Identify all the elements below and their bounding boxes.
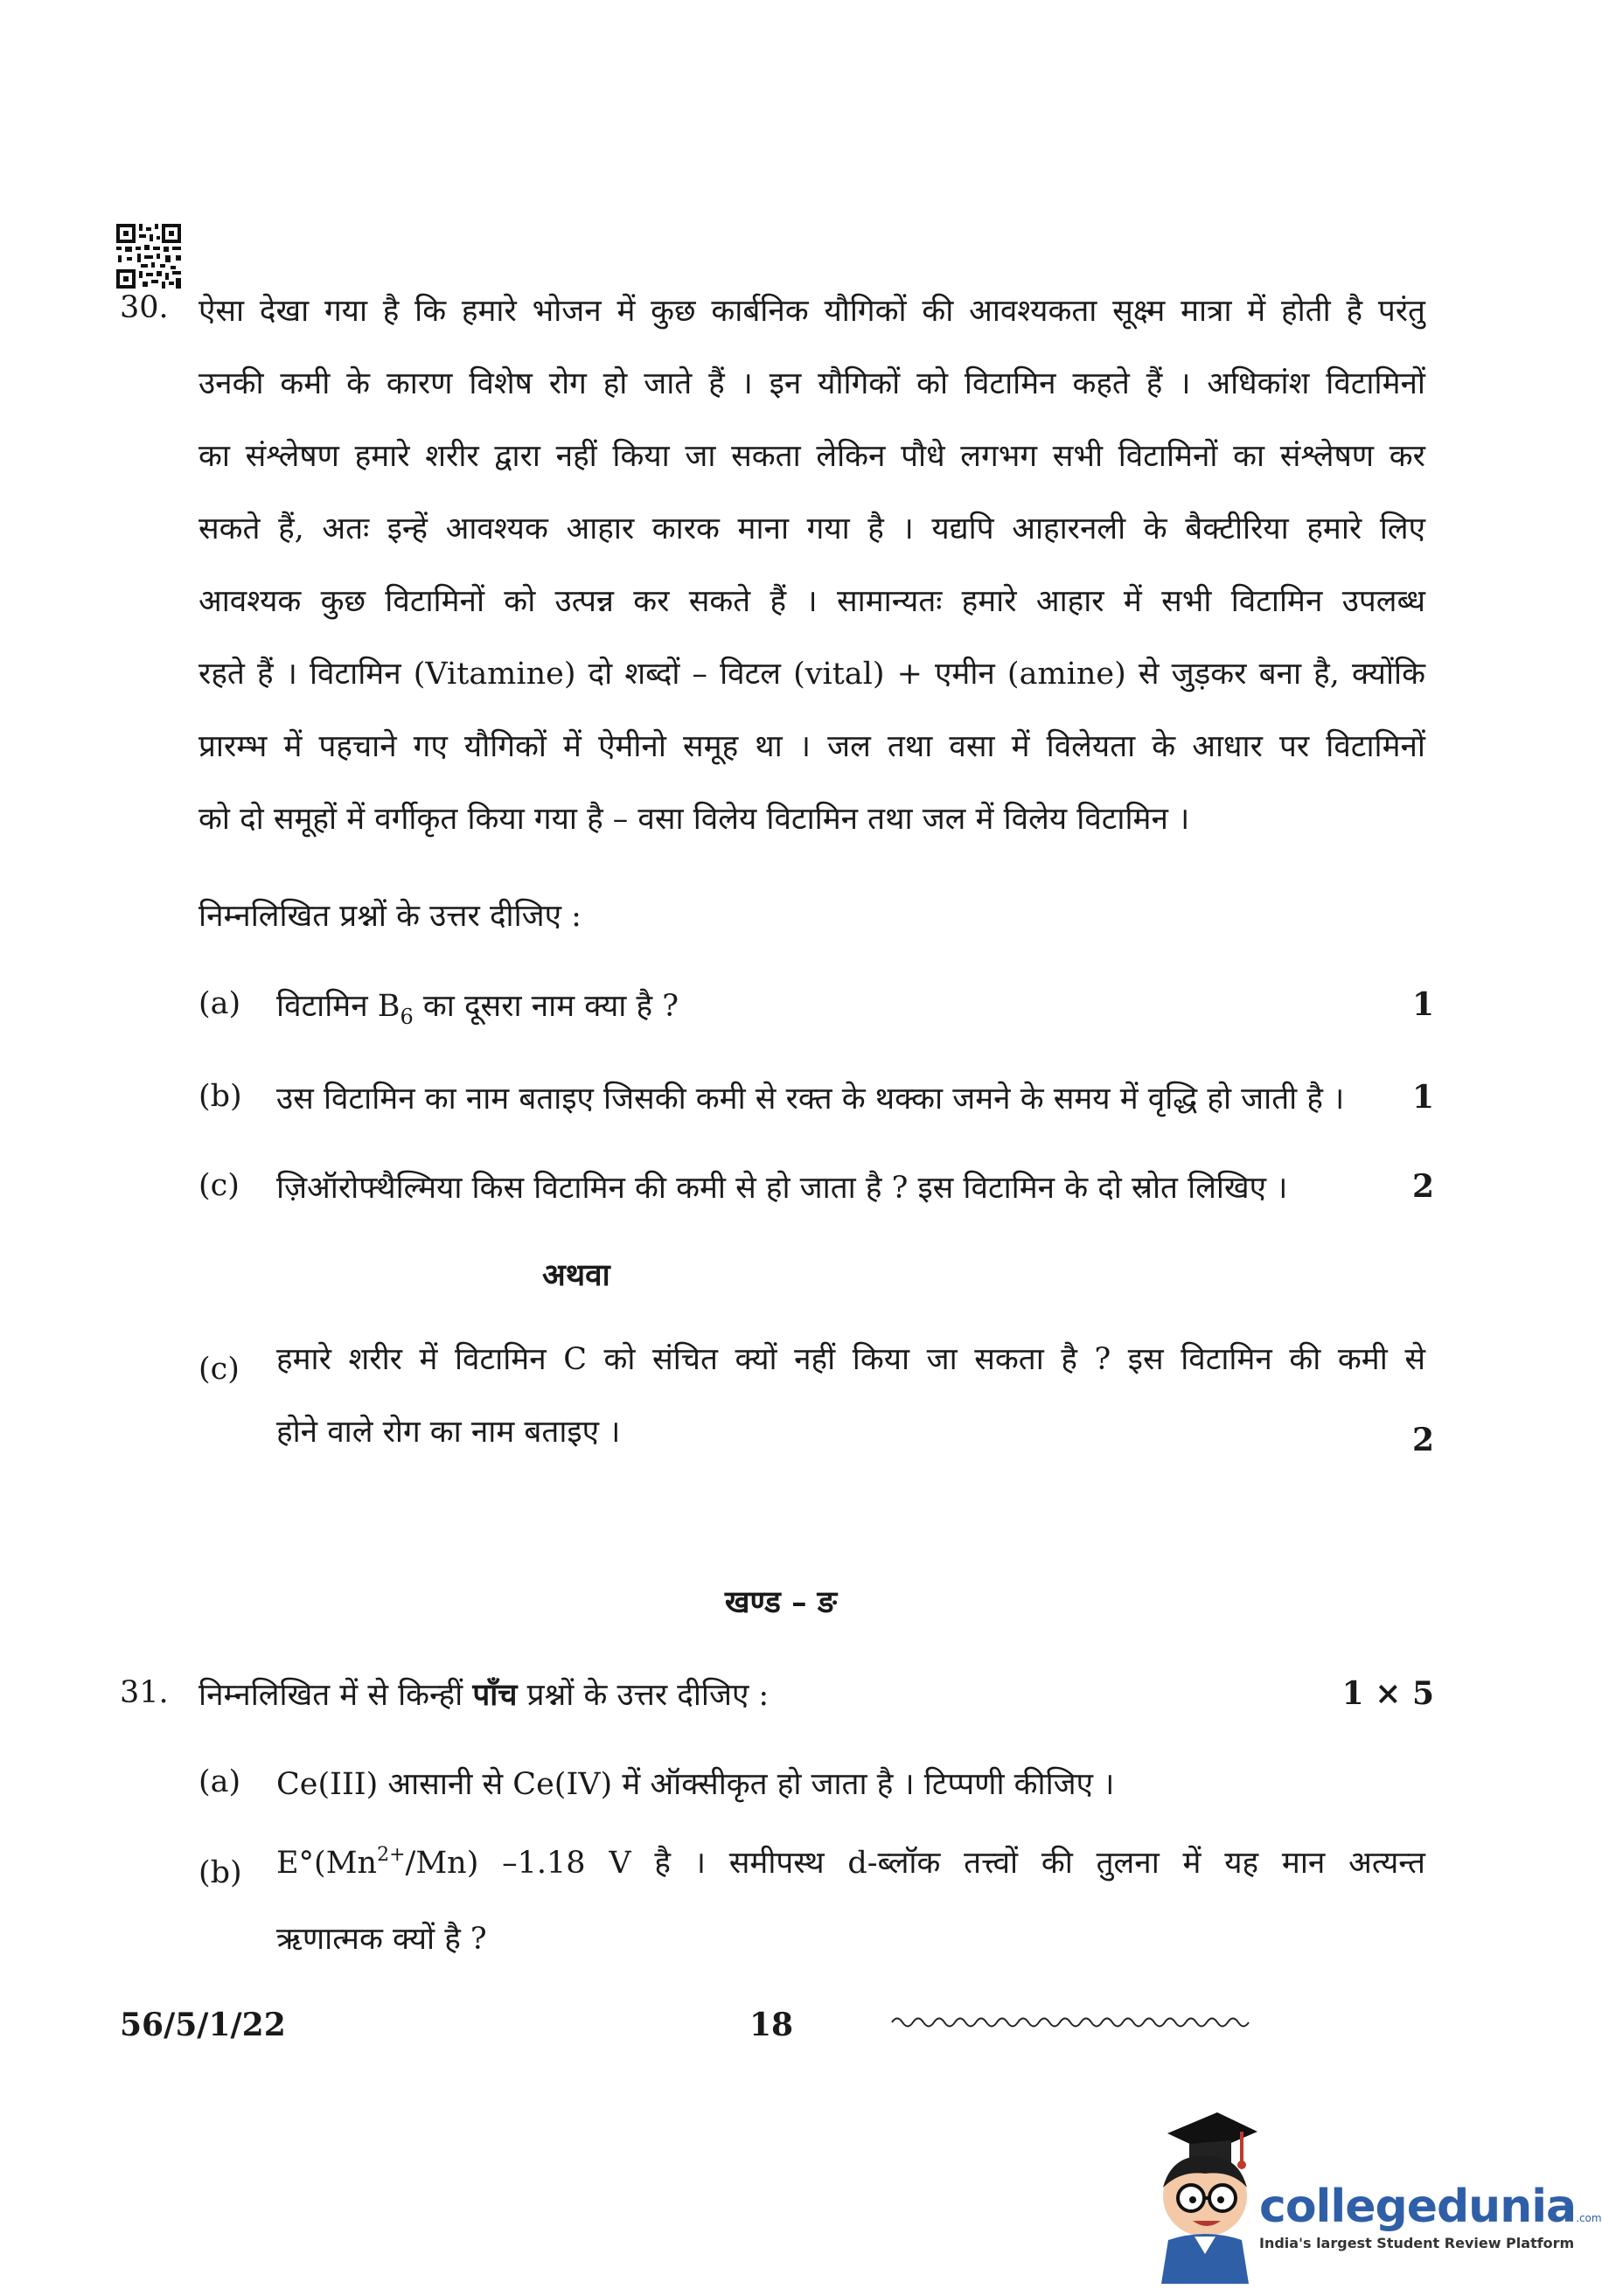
- question-instruction: निम्नलिखित प्रश्नों के उत्तर दीजिए :: [199, 899, 582, 934]
- brand-logo: [1259, 2181, 1602, 2277]
- subquestion-label: (b): [199, 1079, 242, 1114]
- subquestion-text: विटामिन $B_6$ का दूसरा नाम क्या है ?: [276, 989, 679, 1029]
- marks: 1 × 5: [1341, 1675, 1434, 1712]
- squiggle-divider-icon: [892, 2009, 1250, 2035]
- page-number: 18: [749, 2007, 794, 2043]
- marks: 2: [1411, 1168, 1434, 1205]
- passage-line: आवश्यक कुछ विटामिनों को उत्पन्न कर सकते हैं । सामान्यतः हमारे आहार में सभी विटामिन उपलब्ध: [199, 584, 1425, 619]
- subquestion-text: उस विटामिन का नाम बताइए जिसकी कमी से रक्त के थक्का जमने के समय में वृद्धि हो जाती है ।: [276, 1082, 1345, 1117]
- student-mascot-icon: [1137, 2100, 1259, 2284]
- subquestion-text: ज़िऑरोफ्थैल्मिया किस विटामिन की कमी से हो जाता है ? इस विटामिन के दो स्रोत लिखिए ।: [276, 1171, 1288, 1206]
- brand-suffix: .com: [1576, 2212, 1602, 2224]
- subquestion-label: (c): [199, 1352, 240, 1387]
- subquestion-text: $E^\circ(Mn^{2+}/Mn)$ –1.18 V है । समीपस्थ d-ब्लॉक तत्त्वों की तुलना में यह मान अत्यन्त ऋणात्मक क्यों है ?: [276, 1844, 1425, 1957]
- marks: 1: [1411, 986, 1434, 1023]
- passage-line: का संश्लेषण हमारे शरीर द्वारा नहीं किया जा सकता लेकिन पौधे लगभग सभी विटामिनों का संश्लेषण कर: [199, 439, 1425, 474]
- subquestion-text: Ce(III) आसानी से Ce(IV) में ऑक्सीकृत हो जाता है । टिप्पणी कीजिए ।: [276, 1767, 1115, 1802]
- question-passage: [199, 275, 1425, 856]
- subquestion-label: (a): [199, 986, 241, 1021]
- subquestion-label: (c): [199, 1168, 240, 1203]
- brand-name: collegedunia: [1259, 2181, 1577, 2233]
- subquestion-label: (b): [199, 1855, 242, 1890]
- question-number: 30.: [120, 290, 169, 325]
- passage-line: ऐसा देखा गया है कि हमारे भोजन में कुछ कार्बनिक यौगिकों की आवश्यकता सूक्ष्म मात्रा में होती है परंतु: [199, 294, 1425, 329]
- or-separator: अथवा: [542, 1257, 610, 1293]
- passage-line: रहते हैं । विटामिन (Vitamine) दो शब्दों – विटल (vital) + एमीन (amine) से जुड़कर बना है, क्योंकि: [199, 657, 1425, 692]
- passage-line: प्रारम्भ में पहचाने गए यौगिकों में ऐमीनो समूह था । जल तथा वसा में विलेयता के आधार पर विटामिनों: [199, 729, 1425, 764]
- passage-line: को दो समूहों में वर्गीकृत किया गया है – वसा विलेय विटामिन तथा जल में विलेय विटामिन ।: [199, 802, 1190, 837]
- brand-tagline: India's largest Student Review Platform: [1259, 2235, 1575, 2251]
- question-instruction: निम्नलिखित में से किन्हीं पाँच प्रश्नों के उत्तर दीजिए :: [199, 1677, 770, 1713]
- question-number: 31.: [120, 1675, 169, 1710]
- marks: 2: [1411, 1422, 1434, 1458]
- passage-line: सकते हैं, अतः इन्हें आवश्यक आहार कारक माना गया है । यद्यपि आहारनली के बैक्टीरिया हमारे लिए: [199, 511, 1425, 546]
- marks: 1: [1411, 1079, 1434, 1116]
- section-title: खण्ड – ङ: [724, 1584, 838, 1620]
- qr-code-icon: [116, 224, 181, 289]
- subquestion-text: हमारे शरीर में विटामिन C को संचित क्यों नहीं किया जा सकता है ? इस विटामिन की कमी से होने वाले रोग का नाम बताइए ।: [276, 1342, 1425, 1450]
- passage-line: उनकी कमी के कारण विशेष रोग हो जाते हैं । इन यौगिकों को विटामिन कहते हैं । अधिकांश विटामिनों: [199, 366, 1425, 401]
- subquestion-label: (a): [199, 1764, 241, 1799]
- paper-code: 56/5/1/22: [120, 2007, 286, 2043]
